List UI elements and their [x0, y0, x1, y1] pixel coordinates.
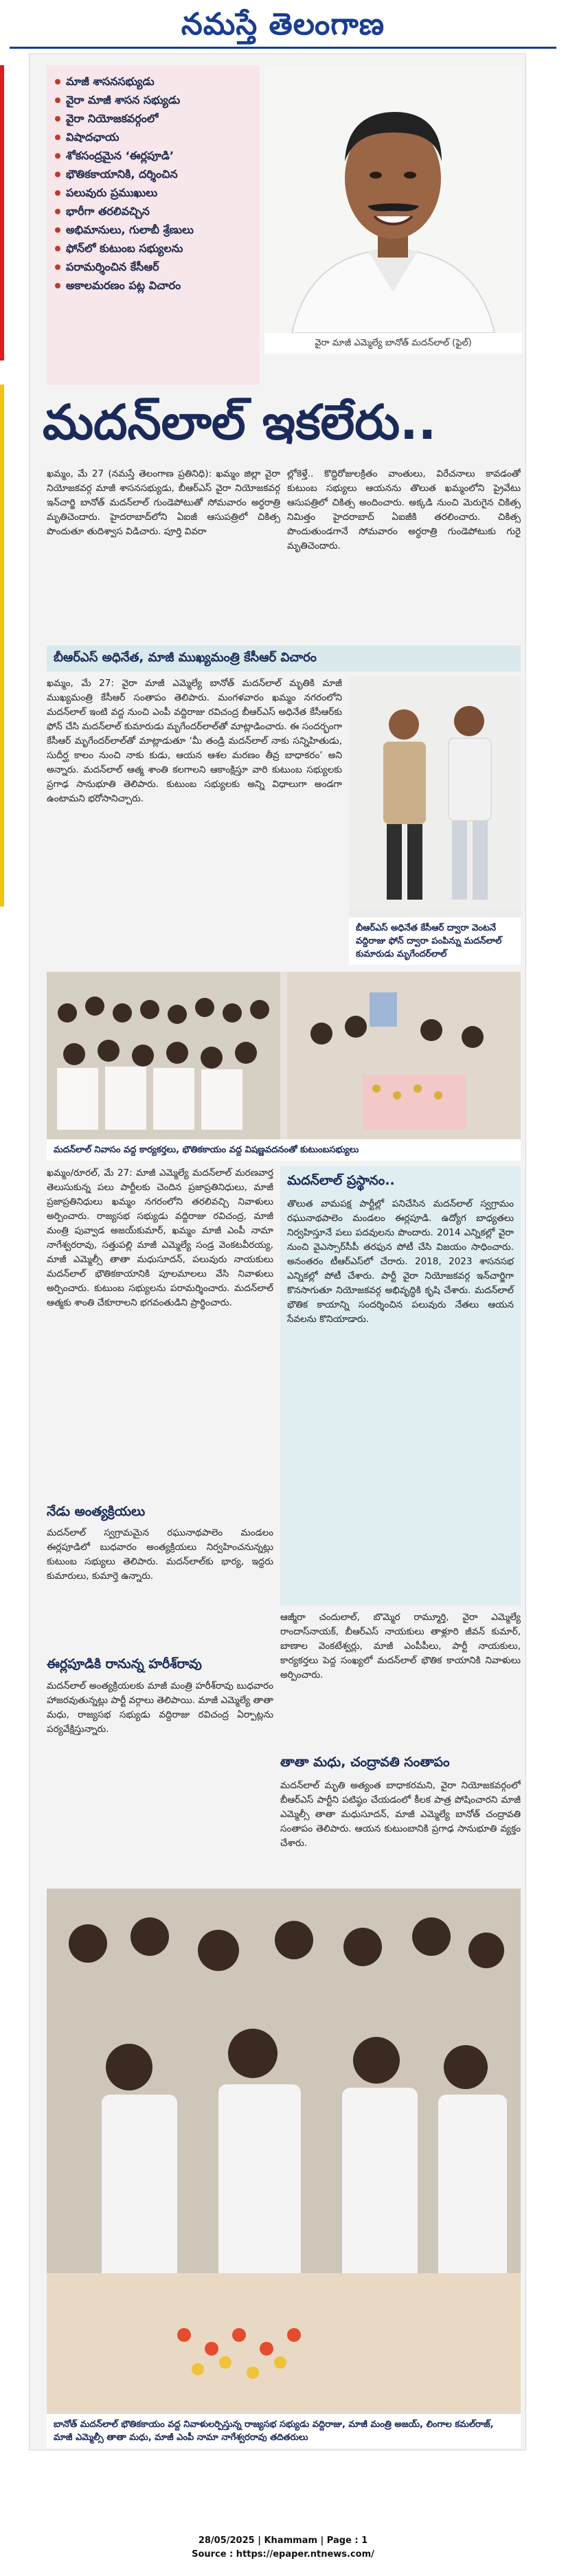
- masthead: [0, 0, 566, 49]
- masthead-title: నమస్తే తెలంగాణ: [181, 7, 385, 42]
- tribute-text: ఖమ్మం/రూరల్, మే 27: మాజీ ఎమ్మెల్యే మదన్‌లాల్ మరణవార్త తెలుసుకున్న పలు పార్టీలకు చెందిన ప్రజాప్రతినిధులు, మాజీ ప్రజాప్రతినిధులు ఖమ్మం నగరంలోని తరలివచ్చి నివాళులు అర్పించారు. రాజ్యసభ సభ్యుడు వద్దిరాజు రవిచంద్ర, మాజీ మంత్రి పువ్వాడ అజయ్‌కుమార్, ఖమ్మం మాజీ ఎంపీ నామా నాగేశ్వరరావు, సత్తుపల్లి మాజీ ఎమ్మెల్యే సండ్ర వెంకటవీరయ్య, మాజీ ఎమ్మెల్సీ తాతా మధుసూదన్, పలువురు నాయకులు మదన్‌లాల్ భౌతికకాయానికి పూలమాలలు వేసి నివాళులు అర్పించారు. కుటుంబ సభ్యులను పరామర్శించారు. మదన్‌లాల్ ఆత్మకు శాంతి చేకూరాలని భగవంతుడిని ప్రార్థించారు.: [47, 1167, 273, 1308]
- highlight-item: అభిమానులు, గులాబీ శ్రేణులు: [55, 220, 251, 239]
- phone-call-photo: [349, 676, 521, 965]
- highlight-item: వైరా మాజీ శాసన సభ్యుడు: [55, 91, 251, 109]
- left-edge-red-strip: [0, 65, 4, 361]
- highlight-item: మాజీ శాసనసభ్యుడు: [55, 72, 251, 91]
- bottom-tribute-photo: [47, 1889, 521, 2448]
- highlight-item: భౌతికకాయానికి, దర్శించిన: [55, 165, 251, 183]
- crowd-photos: [47, 972, 521, 1161]
- highlight-item: పలువురు ప్రముఖులు: [55, 183, 251, 202]
- footer: [0, 2534, 566, 2562]
- portrait-caption: వైరా మాజీ ఎమ్మెల్యే బానోత్ మదన్‌లాల్ (ఫైల్): [264, 333, 522, 354]
- highlight-item: అకాలమరణం పట్ల విచారం: [55, 276, 251, 295]
- highlight-item: శోకసంద్రమైన ‘ఈర్లపూడి’: [55, 146, 251, 165]
- harish-heading: ఈర్లపూడికి రానున్న హరీశ్‌రావు: [47, 1656, 202, 1672]
- phone-call-illustration: [349, 676, 521, 910]
- headline: మదన్‌లాల్ ఇకలేరు..: [43, 394, 437, 451]
- harish-text: మదన్‌లాల్ అంత్యక్రియలకు మాజీ మంత్రి హరీశ్‌రావు బుధవారం హాజరవుతున్నట్లు పార్టీ వర్గాలు తెలిపాయి. మాజీ ఎమ్మెల్యే తాతా మధు, రాజ్యసభ సభ్యుడు వద్దిరాజు రవిచంద్ర ఏర్పాట్లను పర్యవేక్షిస్తున్నారు.: [47, 1680, 273, 1735]
- portrait-photo: [264, 65, 522, 354]
- madhu-text: మదన్‌లాల్ మృతి అత్యంత బాధాకరమని, వైరా నియోజకవర్గంలో బీఆర్‌ఎస్ పార్టీని పటిష్ఠం చేయడంలో కీలక పాత్ర పోషించారని మాజీ ఎమ్మెల్సీ తాతా మధుసూదన్, మాజీ ఎమ్మెల్యే బానోత్ చంద్రావతి సంతాపం తెలిపారు. ఆయన కుటుంబానికి ప్రగాఢ సానుభూతి వ్యక్తం చేశారు.: [280, 1780, 521, 1849]
- profile-box: [280, 1166, 521, 1606]
- highlight-item: విషాదఛాయ: [55, 128, 251, 146]
- left-edge-yellow-strip: [0, 385, 4, 907]
- phone-call-caption: బీఆర్‌ఎస్ అధినేత కేసీఆర్ ద్వారా వెంటనే వద్దిరాజు ఫోన్ ద్వారా పంపిన్ను మదన్‌లాల్ కుమారుడు మృగేందర్‌లాల్: [349, 917, 521, 965]
- profile-heading: మదన్‌లాల్ ప్రస్థానం..: [287, 1173, 395, 1188]
- highlight-item: వైరా నియోజకవర్గంలో: [55, 109, 251, 128]
- intro-col-2: ల్లోకెళ్తే.. కొద్దిరోజులక్రితం వాంతులు, విరేచనాలు కావడంతో కుటుంబ సభ్యులు ఆయనను తొలుత ఖమ్మంలోని ప్రైవేటు ఆసుపత్రిలో చికిత్స అందించారు. అక్కడి నుంచి మెరుగైన చికిత్స నిమిత్తం హైదరాబాద్ ఏఐజీకి తరలించారు. చికిత్స పొందుతుండగానే సోమవారం అర్ధరాత్రి గుండెపోటుకు గురై మృతిచెందారు.: [287, 468, 521, 551]
- tribute-illustration: [47, 1889, 521, 2414]
- kcr-section-text: ఖమ్మం, మే 27: వైరా మాజీ ఎమ్మెల్యే బానోత్ మదన్‌లాల్ మృతికి మాజీ ముఖ్యమంత్రి కేసీఆర్ సంతాపం తెలిపారు. మంగళవారం ఖమ్మం నగరంలోని మదన్‌లాల్ ఇంటి వద్ద నుంచి ఎంపీ వద్దిరాజు రవిచంద్ర బీఆర్‌ఎస్ అధినేత కేసీఆర్‌కు ఫోన్ చేసి మదన్‌లాల్ కుమారుడు మృగేందర్‌లాల్‌తో మాట్లాడించారు. ఈ సందర్భంగా కేసీఆర్ మృగేందర్‌లాల్‌తో మాట్లాడుతూ ‘మీ తండ్రి మదన్‌లాల్ నాకు సన్నిహితుడు, సుదీర్ఘ కాలం నుంచి నాకు కుడు, ఆయన ఆశల మరణం తీవ్ర బాధాకరం’ అని అన్నారు. మదన్‌లాల్ ఆత్మ శాంతి కలగాలని ఆకాంక్షిస్తూ వారి కుటుంబ సభ్యులకు ప్రగాఢ సానుభూతి తెలిపారు. కుటుంబ సభ్యులకు అన్ని విధాలుగా అండగా ఉంటామని భరోసానిచ్చారు.: [47, 678, 342, 804]
- bottom-photo-caption: బానోత్ మదన్‌లాల్ భౌతికకాయం వద్ద నివాళులర్పిస్తున్న రాజ్యసభ సభ్యుడు వద్దిరాజు, మాజీ మంత్రి అజయ్, లింగాల కమల్‌రాజ్, మాజీ ఎమ్మెల్సీ తాతా మధు, మాజీ ఎంపీ నామా నాగేశ్వరరావు తదితరులు: [47, 2414, 521, 2448]
- crowd-illustration: [47, 972, 521, 1140]
- attendees-text: ఆజ్మీరా చందులాల్, బొమ్మెర రామ్మూర్తి, వైరా ఎమ్మెల్యే రాందాస్‌నాయక్, బీఆర్‌ఎస్ నాయకులు తాళ్లూరి జీవన్ కుమార్, బాణాల వెంకటేశ్వర్లు, మాజీ ఎంపీపీలు, పార్టీ నాయకులు, కార్యకర్తలు పెద్ద సంఖ్యలో మదన్‌లాల్ భౌతిక కాయానికి నివాళులు అర్పించారు.: [280, 1612, 521, 1680]
- portrait-illustration: [264, 65, 522, 333]
- madhu-heading: తాతా మధు, చంద్రావతి సంతాపం: [280, 1755, 450, 1770]
- highlights-box: [47, 65, 260, 385]
- kcr-section-heading: బీఆర్‌ఎస్ అధినేత, మాజీ ముఖ్యమంత్రి కేసీఆర్ విచారం: [47, 646, 521, 672]
- profile-text: తొలుత వామపక్ష పార్టీల్లో పనిచేసిన మదన్‌లాల్ స్వగ్రామం రఘునాథపాలెం మండలం ఈర్లపూడి. ఉద్యోగ బాధ్యతలు నిర్వహిస్తూనే పలు పదవులను పొందారు. 2014 ఎన్నికల్లో వైరా నుంచి వైఎస్సార్‌సీపీ తరఫున పోటీ చేసి విజయం సాధించారు. అనంతరం టీఆర్‌ఎస్‌లో చేరారు. 2018, 2023 శాసనసభ ఎన్నికల్లో పోటీ చేశారు. పార్టీ వైరా నియోజకవర్గ ఇన్‌చార్జిగా కొనసాగుతూ నియోజకవర్గ అభివృద్ధికి కృషి చేశారు. మదన్‌లాల్ భౌతిక కాయాన్ని సందర్శించిన పలువురు నేతలు ఆయన సేవలను కొనియాడారు.: [287, 1198, 514, 1325]
- highlight-item: పరామర్శించిన కేసీఆర్: [55, 258, 251, 276]
- footer-date-line: 28/05/2025 | Khammam | Page : 1: [198, 2535, 368, 2546]
- funeral-text: మదన్‌లాల్ స్వగ్రామమైన రఘునాథపాలెం మండలం ఈర్లపూడిలో బుధవారం అంత్యక్రియలు నిర్వహించనున్నట్లు కుటుంబ సభ్యులు తెలిపారు. మదన్‌లాల్‌కు భార్య, ఇద్దరు కుమారులు, కుమార్తె ఉన్నారు.: [47, 1527, 273, 1582]
- crowd-photos-caption: మదన్‌లాల్ నివాసం వద్ద కార్యకర్తలు, భౌతికకాయం వద్ద విషణ్ణవదనంతో కుటుంబసభ్యులు: [47, 1139, 521, 1161]
- masthead-rule: [10, 47, 556, 49]
- highlight-item: ఫోన్‌లో కుటుంబ సభ్యులను: [55, 239, 251, 258]
- highlight-item: భారీగా తరలివచ్చిన: [55, 202, 251, 220]
- intro-col-1: ఖమ్మం, మే 27 (నమస్తే తెలంగాణ ప్రతినిధి): ఖమ్మం జిల్లా వైరా నియోజకవర్గ మాజీ శాసనసభ్యుడు, బీఆర్‌ఎస్ వైరా నియోజకవర్గ ఇన్‌చార్జి బానోత్ మదన్‌లాల్ గుండెపోటుతో సోమవారం అర్ధరాత్రి మృతిచెందారు. హైదరాబాద్‌లోని ఏఐజీ ఆసుపత్రిలో చికిత్స పొందుతూ తుదిశ్వాస విడిచారు. పూర్తి వివరా: [47, 468, 280, 537]
- funeral-heading: నేడు అంత్యక్రియలు: [47, 1504, 146, 1519]
- footer-source-link[interactable]: Source : https://epaper.ntnews.com/: [192, 2549, 374, 2560]
